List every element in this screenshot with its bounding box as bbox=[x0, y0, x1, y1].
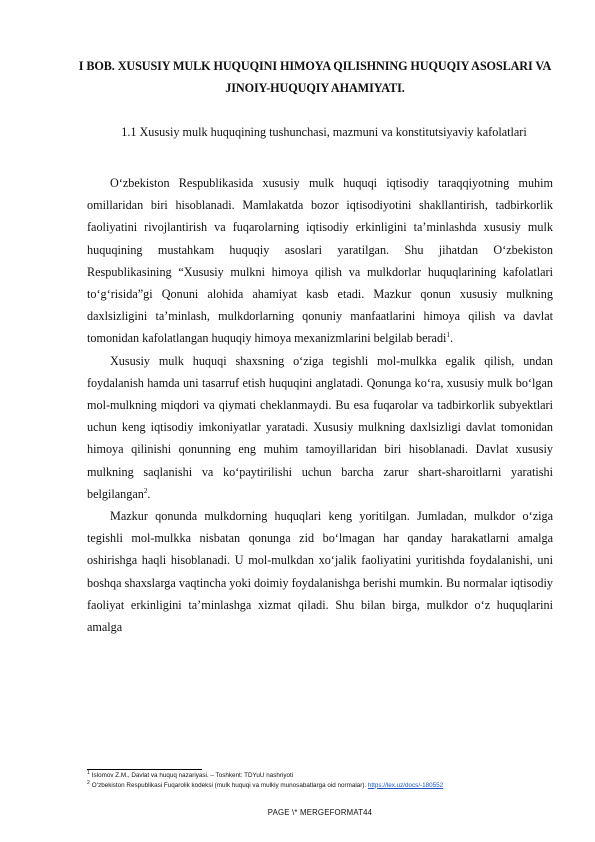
footnote-number: 1 bbox=[87, 770, 90, 776]
paragraph bbox=[87, 350, 553, 505]
footnote-text: Islomov Z.M., Davlat va huquq nazariyasi. – Toshkent: TDYuU nashriyoti bbox=[91, 772, 294, 779]
footnote-separator bbox=[87, 769, 202, 770]
footnote bbox=[87, 781, 553, 791]
page-number-field: PAGE \* MERGEFORMAT44 bbox=[267, 808, 373, 817]
footnote-text: O‘zbekiston Respublikasi Fuqarolik kodeksi (mulk huquqi va mulkiy munosabatlarga oid normalar). bbox=[91, 781, 368, 789]
footnote-number: 2 bbox=[87, 779, 90, 786]
paragraph-end: . bbox=[147, 486, 151, 501]
footnote bbox=[87, 771, 553, 781]
paragraph-text: Mazkur qonunda mulkdorning huquqlari keng yoritilgan. Jumladan, mulkdor o‘ziga tegishli mol-mulkka nisbatan qonunga zid bo‘lmagan har qanday harakatlarni amalga oshirishga haqli hisoblanadi. U mol-mulkdan xo‘jalik faoliyatini yuritishda foydalanishi, uni boshqa shaxslarga vaqtincha yoki doimiy foydalanishga berishi mumkin. Bu normalar iqtisodiy faoliyat erkinligini taʼminlashga xizmat qiladi. Shu bilan birga, mulkdor o‘z huquqlarini amalga bbox=[87, 509, 553, 635]
body-text bbox=[87, 172, 553, 638]
footnote-link[interactable]: https://lex.uz/docs/-180552 bbox=[367, 781, 444, 789]
footnotes bbox=[87, 771, 553, 790]
paragraph-text: Xususiy mulk huquqi shaxsning o‘ziga tegishli mol-mulkka egalik qilish, undan foydalanish hamda uni tasarruf etish huquqini anglatadi. Qonunga ko‘ra, xususiy mulk bo‘lgan mol-mulkning miqdori va qiymati cheklanmaydi. Bu esa fuqarolar va tadbirkorlik subyektlari uchun keng iqtisodiy imkoniyatlar yaratadi. Xususiy mulkning daxlsizligi davlat tomonidan himoya qilinishi qonunning eng muhim tamoyillaridan biri hisoblanadi. Davlat xususiy mulkning saqlanishi va ko‘paytirilishi uchun barcha zarur shart-sharoitlarni yaratishi belgilangan bbox=[87, 353, 553, 501]
paragraph bbox=[87, 172, 553, 350]
footnote-ref[interactable]: 2 bbox=[143, 486, 148, 495]
footnote-ref[interactable]: 1 bbox=[446, 331, 450, 340]
paragraph-end: . bbox=[449, 331, 453, 346]
paragraph bbox=[87, 505, 553, 638]
section-title: 1.1 Xususiy mulk huquqining tushunchasi, mazmuni va konstitutsiyaviy kafolatlari bbox=[121, 125, 527, 139]
chapter-title: I BOB. XUSUSIY MULK HUQUQINI HIMOYA QILISHNING HUQUQIY ASOSLARI VA JINOIY-HUQUQIY AHAMIYATI. bbox=[78, 59, 552, 95]
paragraph-text: O‘zbekiston Respublikasida xususiy mulk huquqi iqtisodiy taraqqiyotning muhim omillaridan biri hisoblanadi. Mamlakatda bozor iqtisodiyotini shakllantirish, tadbirkorlik faoliyatini rivojlantirish va fuqarolarning iqtisodiy erkinligini taʼminlashda xususiy mulk huquqining mustahkam huquqiy asoslari yaratilgan. Shu jihatdan O‘zbekiston Respublikasining “Xususiy mulkni himoya qilish va mulkdorlar huquqlarining kafolatlari to‘g‘risida”gi Qonuni alohida ahamiyat kasb etadi. Mazkur qonun xususiy mulkning daxlsizligini taʼminlash, mulkdorlarning qonuniy manfaatlarini himoya qilish va davlat tomonidan kafolatlangan huquqiy himoya mexanizmlarini belgilab beradi bbox=[87, 176, 553, 346]
